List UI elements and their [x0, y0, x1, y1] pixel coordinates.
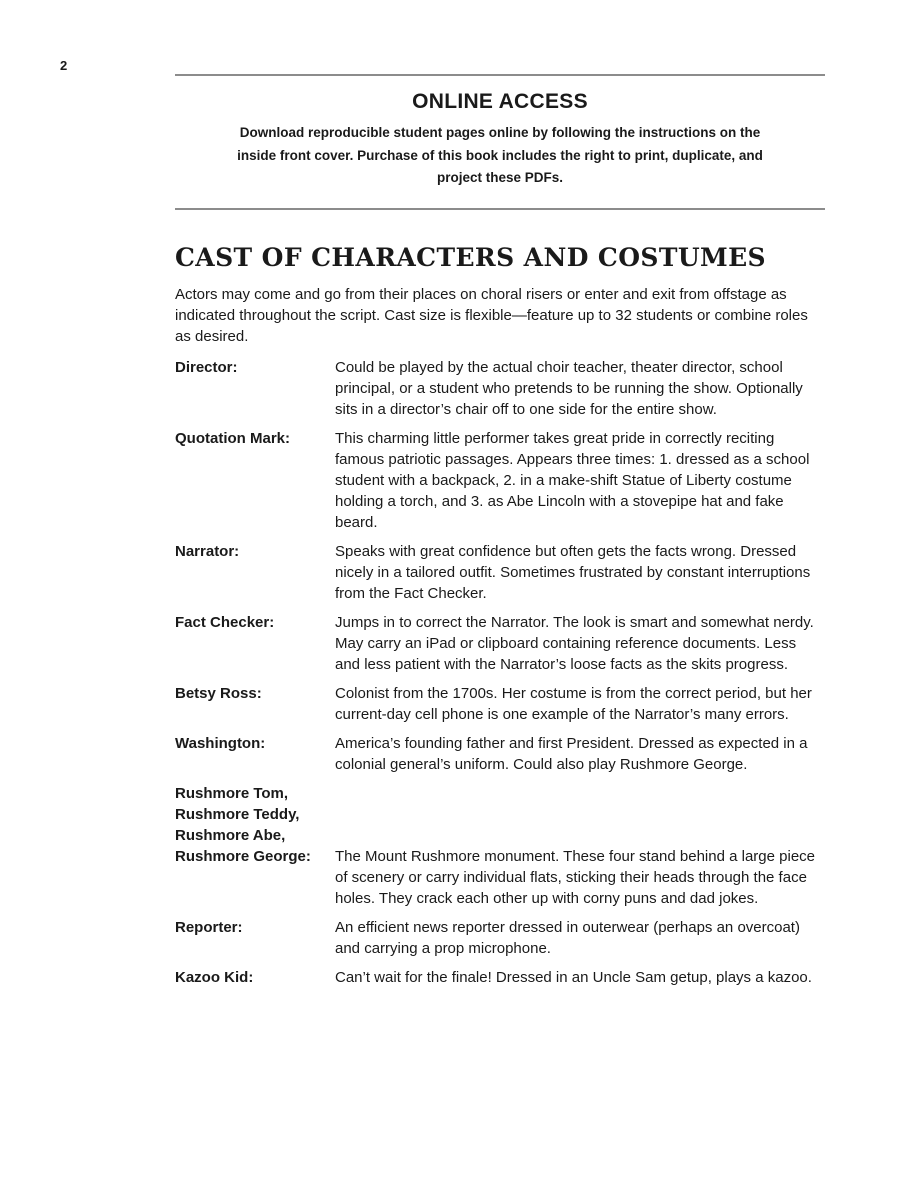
cast-name: Rushmore Teddy, [175, 806, 300, 823]
cast-entry [175, 683, 825, 725]
cast-description: America’s founding father and first President. Dressed as expected in a colonial general’s uniform. Could also play Rushmore George. [335, 735, 808, 773]
online-access-box [175, 90, 825, 190]
cast-entry [175, 541, 825, 604]
cast-name: Kazoo Kid: [175, 969, 254, 986]
cast-name: Narrator: [175, 543, 240, 560]
page-number: 2 [60, 58, 68, 73]
section-title: CAST OF CHARACTERS AND COSTUMES [175, 243, 767, 272]
cast-entry-rushmore [175, 846, 825, 909]
cast-description: Colonist from the 1700s. Her costume is from the correct period, but her current-day cell phone is one example of the Narrator’s many errors. [335, 685, 812, 723]
cast-entry-rushmore-names [175, 783, 825, 846]
cast-name: Rushmore Tom, [175, 785, 289, 802]
cast-description: Speaks with great confidence but often gets the facts wrong. Dressed nicely in a tailored outfit. Sometimes frustrated by constant interruptions from the Fact Checker. [335, 543, 811, 602]
cast-name: Betsy Ross: [175, 685, 262, 702]
cast-name: Fact Checker: [175, 614, 275, 631]
rushmore-names [175, 783, 335, 846]
cast-entry [175, 612, 825, 675]
cast-description: Could be played by the actual choir teacher, theater director, school principal, or a student who pretends to be running the show. Optionally sits in a director’s chair off to one side for the entire show. [335, 359, 803, 418]
cast-name: Rushmore George: [175, 848, 311, 865]
cast-name: Reporter: [175, 919, 243, 936]
cast-list [175, 357, 825, 996]
cast-description: Jumps in to correct the Narrator. The look is smart and somewhat nerdy. May carry an iPad or clipboard containing reference documents. Less and less patient with the Narrator’s loose facts as the skits progress. [335, 614, 814, 673]
cast-description: Can’t wait for the finale! Dressed in an Uncle Sam getup, plays a kazoo. [335, 969, 812, 986]
cast-description: The Mount Rushmore monument. These four stand behind a large piece of scenery or carry individual flats, sticking their heads through the face holes. They crack each other up with corny puns and dad jokes. [335, 848, 815, 907]
cast-entry [175, 733, 825, 775]
cast-name: Director: [175, 359, 238, 376]
cast-description: An efficient news reporter dressed in outerwear (perhaps an overcoat) and carrying a prop microphone. [335, 919, 800, 957]
cast-entry [175, 428, 825, 533]
online-access-title: ONLINE ACCESS [412, 90, 588, 113]
bottom-divider [175, 208, 825, 210]
cast-entry [175, 357, 825, 420]
cast-name: Quotation Mark: [175, 430, 290, 447]
cast-entry [175, 917, 825, 959]
cast-name: Rushmore Abe, [175, 827, 286, 844]
cast-entry [175, 967, 825, 988]
cast-description: This charming little performer takes great pride in correctly reciting famous patriotic passages. Appears three times: 1. dressed as a school student with a backpack, 2. in a make-shift Statue of Liberty costume holding a torch, and 3. as Abe Lincoln with a stovepipe hat and fake beard. [335, 430, 810, 531]
online-access-text: Download reproducible student pages online by following the instructions on the inside front cover. Purchase of this book includes the right to print, duplicate, and project these PDFs. [237, 125, 763, 185]
section-intro: Actors may come and go from their places on choral risers or enter and exit from offstage as indicated throughout the script. Cast size is flexible—feature up to 32 students or combine roles as desired. [175, 286, 808, 345]
cast-name: Washington: [175, 735, 266, 752]
top-divider [175, 74, 825, 76]
